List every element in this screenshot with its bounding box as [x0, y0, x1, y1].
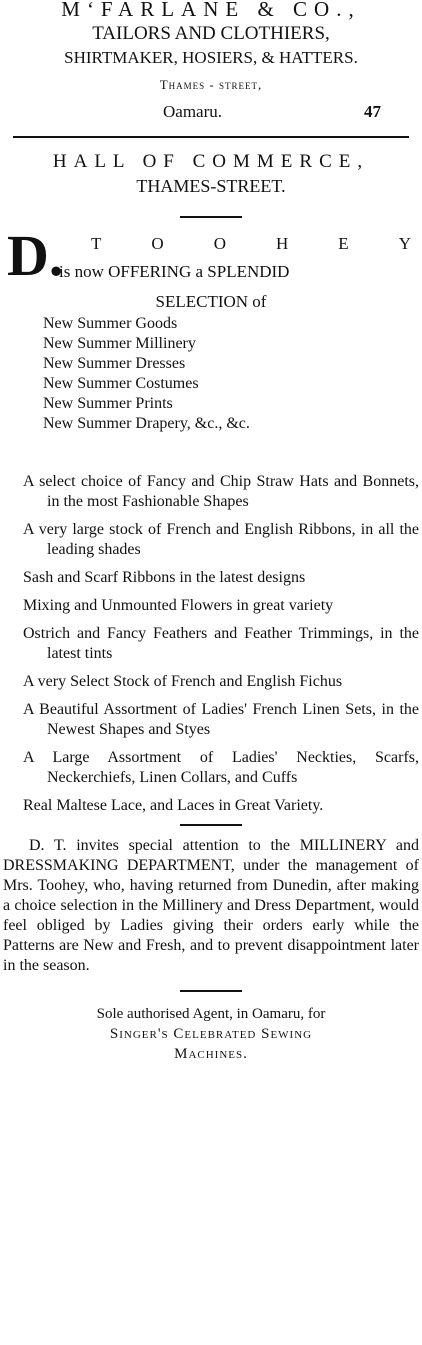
hall-street: THAMES-STREET.	[136, 176, 286, 196]
toohey-letters	[91, 232, 411, 256]
section-divider	[13, 136, 409, 138]
list-item: New Summer Costumes	[43, 375, 199, 392]
trade-line-1: TAILORS AND CLOTHIERS,	[92, 23, 330, 44]
goods-list	[3, 314, 419, 434]
items-list	[3, 472, 419, 816]
letter: H	[276, 234, 289, 253]
list-item: New Summer Millinery	[43, 335, 196, 352]
drop-cap: D.	[7, 223, 64, 288]
list-item: A Beautiful Assortment of Ladies' French Linen Sets, in the Newest Shapes and Styes	[23, 701, 419, 738]
firm-name: M‘FARLANE & CO.,	[61, 0, 361, 21]
street-line: Thames - street,	[159, 77, 263, 92]
list-item: New Summer Dresses	[43, 355, 186, 372]
letter: O	[151, 234, 164, 253]
list-item: A Large Assortment of Ladies' Neckties, Scarfs, Neckerchiefs, Linen Collars, and Cuffs	[23, 749, 419, 786]
hall-title: HALL OF COMMERCE,	[52, 151, 370, 172]
short-divider	[180, 216, 242, 218]
list-item: New Summer Prints	[43, 395, 173, 412]
trade-line-2: SHIRTMAKER, HOSIERS, & HATTERS.	[64, 48, 358, 67]
department-notice: D. T. invites special attention to the MILLINERY and DRESSMAKING DEPARTMENT, under the management of Mrs. Toohey, who, having returned from Dunedin, after making a choice selection in the Millinery and Dress Department, would feel obliged by Ladies giving their orders early while the Patterns are New and Fresh, and to prevent disappointment later in the season.	[3, 837, 419, 974]
singer-line: Singer's Celebrated Sewing	[109, 1026, 313, 1042]
selection-heading: SELECTION of	[155, 292, 267, 311]
toohey-heading	[3, 223, 419, 292]
town-name: Oamaru.	[163, 102, 223, 121]
list-item: Mixing and Unmounted Flowers in great variety	[23, 597, 334, 614]
list-item: Real Maltese Lace, and Laces in Great Variety.	[23, 797, 324, 814]
offering-line: is now OFFERING a SPLENDID	[59, 262, 290, 281]
mcfarlane-header	[3, 0, 419, 124]
list-item: A very large stock of French and English Ribbons, in all the leading shades	[23, 521, 419, 558]
hall-header	[3, 150, 419, 198]
list-item: New Summer Goods	[43, 315, 178, 332]
list-item: Sash and Scarf Ribbons in the latest designs	[23, 569, 306, 586]
short-divider	[180, 990, 242, 992]
letter: T	[91, 234, 102, 253]
machines-line: Machines.	[174, 1046, 248, 1062]
list-item: A select choice of Fancy and Chip Straw Hats and Bonnets, in the most Fashionable Shapes	[23, 473, 419, 510]
list-item: New Summer Drapery, &c., &c.	[43, 415, 250, 432]
list-item: A very Select Stock of French and English Fichus	[23, 673, 343, 690]
short-divider	[180, 824, 242, 826]
letter: O	[213, 234, 226, 253]
town-row	[3, 100, 419, 124]
agent-notice	[3, 1004, 419, 1064]
letter: E	[338, 234, 349, 253]
list-item: Ostrich and Fancy Feathers and Feather Trimmings, in the latest tints	[23, 625, 419, 662]
ad-number: 47	[364, 102, 381, 121]
agent-line: Sole authorised Agent, in Oamaru, for	[96, 1006, 326, 1022]
letter: Y	[398, 234, 411, 253]
